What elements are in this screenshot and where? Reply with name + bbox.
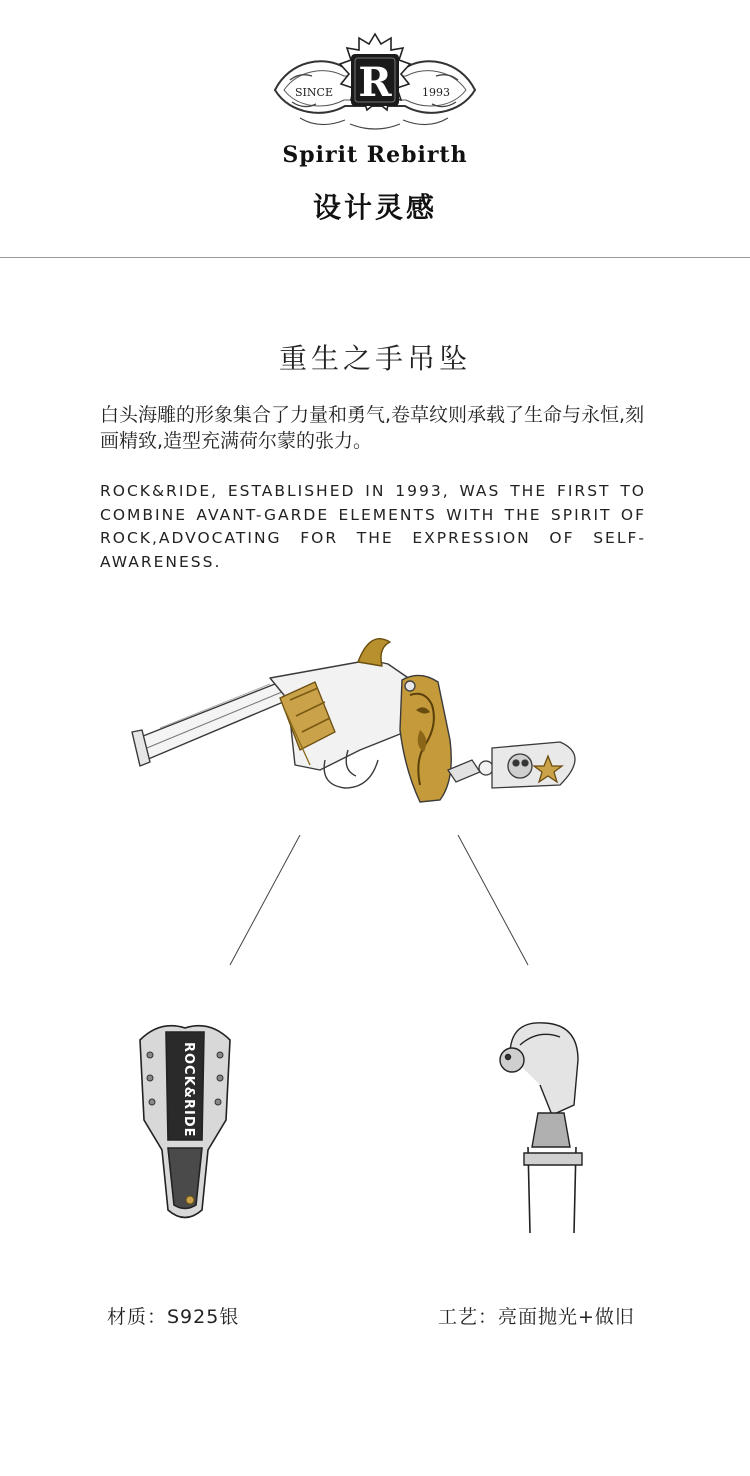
brand-script-name: Spirit Rebirth (282, 142, 468, 168)
product-description-en: ROCK&RIDE, ESTABLISHED IN 1993, WAS THE FIRST TO COMBINE AVANT-GARDE ELEMENTS WITH THE SPIRIT OF ROCK,ADVOCATING FOR THE EXPRESSION OF SELF-AWARENESS. (100, 482, 646, 571)
header-divider (0, 257, 750, 258)
bail-engraving: ROCK&RIDE (181, 1042, 196, 1138)
spec-material: 材质：S925银 (107, 1306, 240, 1328)
section-title: 设计灵感 (312, 191, 437, 224)
revolver-pendant-illustration (120, 620, 640, 820)
product-title: 重生之手吊坠 (278, 342, 471, 375)
logo-monogram: R (358, 59, 392, 106)
product-description-zh: 白头海雕的形象集合了力量和勇气,卷草纹则承载了生命与永恒,刻画精致,造型充满荷尔蒙的张力。 (100, 404, 645, 452)
logo-year-label: 1993 (422, 86, 450, 99)
brand-crest-logo (270, 30, 480, 135)
spec-craft: 工艺：亮面抛光+做旧 (438, 1306, 635, 1328)
detail-leader-lines (200, 835, 560, 975)
pendant-bail-front-view (130, 1020, 240, 1230)
pendant-bail-side-view (490, 1015, 600, 1235)
logo-since-label: SINCE (295, 86, 333, 99)
